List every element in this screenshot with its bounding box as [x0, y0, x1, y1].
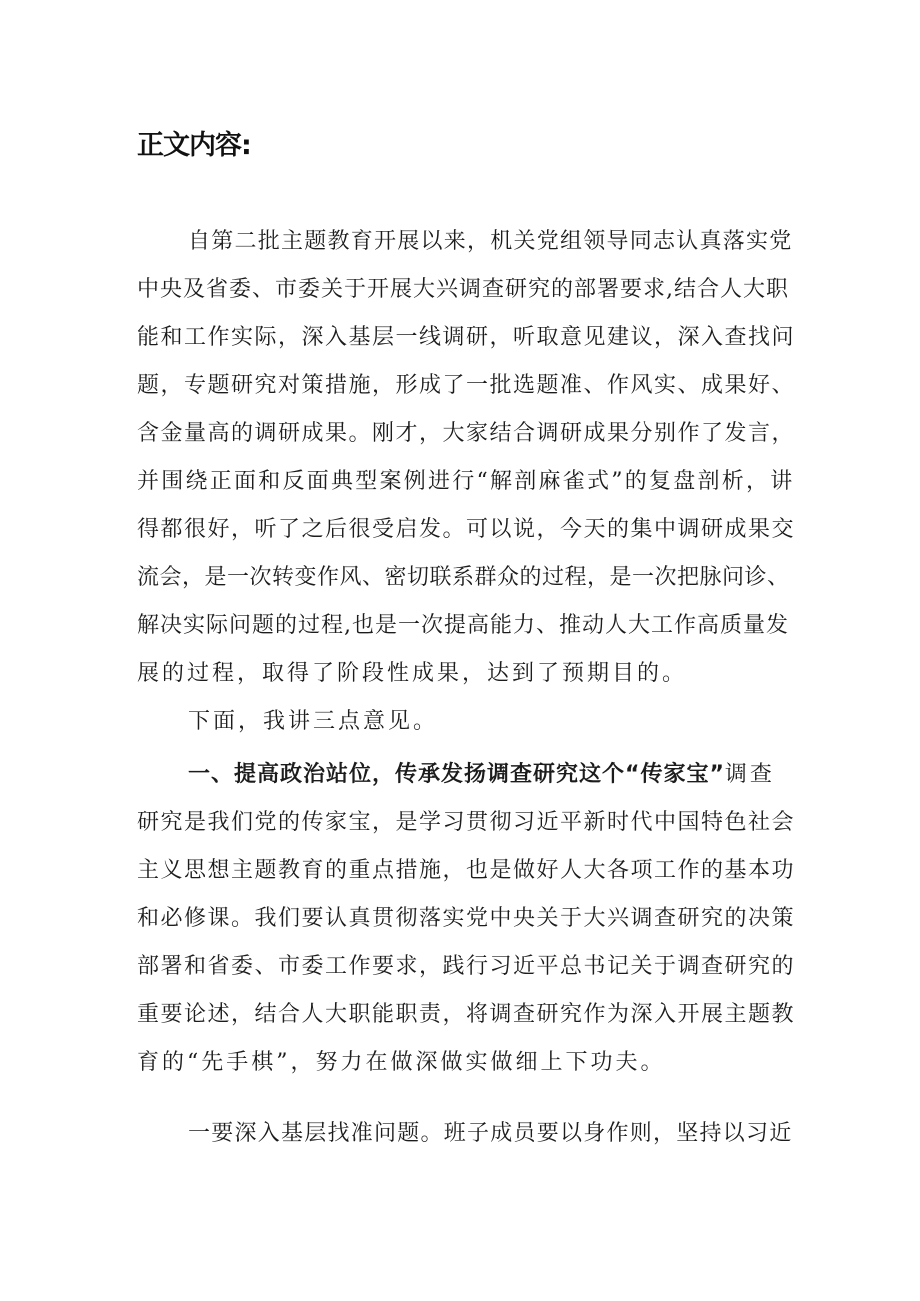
paragraph-line: 流会，是一次转变作风、密切联系群众的过程，是一次把脉问诊、 [137, 565, 790, 590]
section-one-heading-tail: 调查 [724, 762, 775, 787]
paragraph-line: 研究是我们党的传家宝，是学习贯彻习近平新时代中国特色社会 [137, 810, 796, 835]
section-one-heading: 一、提高政治站位，传承发扬调查研究这个“传家宝” [188, 762, 725, 787]
paragraph-line: 部署和省委、市委工作要求，践行习近平总书记关于调查研究的 [137, 954, 796, 979]
paragraph-line: 解决实际问题的过程,也是一次提高能力、推动人大工作高质量发 [137, 613, 789, 638]
paragraph-line: 下面，我讲三点意见。 [188, 709, 439, 734]
paragraph-line: 能和工作实际，深入基层一线调研，听取意见建议，深入查找问 [137, 325, 796, 350]
paragraph-line: 中央及省委、市委关于开展大兴调查研究的部署要求,结合人大职 [137, 277, 789, 302]
paragraph-line: 主义思想主题教育的重点措施，也是做好人大各项工作的基本功 [137, 858, 796, 883]
paragraph-line: 得都很好，听了之后很受启发。可以说，今天的集中调研成果交 [137, 517, 796, 542]
paragraph-line: 题，专题研究对策措施，形成了一批选题准、作风实、成果好、 [137, 373, 796, 398]
paragraph-line: 重要论述，结合人大职能职责，将调查研究作为深入开展主题教 [137, 1002, 796, 1027]
paragraph-line: 并围绕正面和反面典型案例进行“解剖麻雀式”的复盘剖析，讲 [137, 469, 795, 494]
paragraph-line: 和必修课。我们要认真贯彻落实党中央关于大兴调查研究的决策 [137, 906, 796, 931]
document-title: 正文内容: [137, 130, 251, 161]
paragraph-line: 育的“先手棋”，努力在做深做实做细上下功夫。 [137, 1050, 666, 1075]
section-heading-line [188, 760, 775, 790]
paragraph-line: 展的过程，取得了阶段性成果，达到了预期目的。 [137, 661, 688, 686]
paragraph-line: 自第二批主题教育开展以来，机关党组领导同志认真落实党 [188, 229, 793, 254]
paragraph-line: 含金量高的调研成果。刚才，大家结合调研成果分别作了发言， [137, 421, 796, 446]
paragraph-line: 一要深入基层找准问题。班子成员要以身作则，坚持以习近 [188, 1121, 793, 1146]
